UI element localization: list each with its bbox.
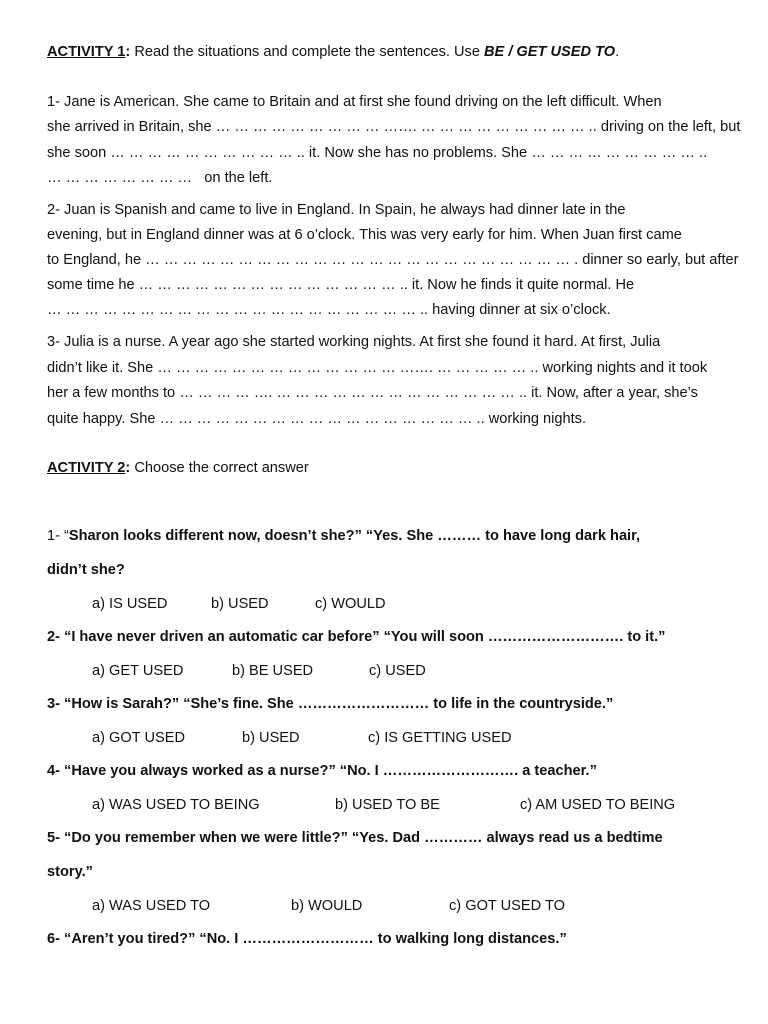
activity1-line-5: 2- Juan is Spanish and came to live in England. In Spain, he always had dinner late in the [47, 202, 626, 218]
activity2-heading-instruction: Choose the correct answer [130, 460, 309, 476]
activity1-line-11: didn’t like it. She … … … … … … … … … … … … … ……. … … … … … .. working nights and it took [47, 360, 708, 376]
question-5-option-c[interactable]: c) GOT USED TO [449, 898, 565, 914]
activity2-heading [47, 461, 309, 476]
question-1-prefix: 1- “ [47, 528, 69, 544]
question-1 [47, 529, 640, 544]
activity1-line-4: … … … … … … … … on the left. [47, 170, 273, 186]
question-6-text: 6- “Aren’t you tired?” “No. I ……………………… to walking long distances.” [47, 931, 567, 947]
question-3-option-c[interactable]: c) IS GETTING USED [368, 730, 512, 746]
question-3-option-b[interactable]: b) USED [242, 730, 300, 746]
question-2-text: 2- “I have never driven an automatic car before” “You will soon ………………………. to it.” [47, 629, 666, 645]
question-2-option-c[interactable]: c) USED [369, 663, 426, 679]
activity1-heading-instruction: Read the situations and complete the sentences. Use [130, 44, 484, 60]
question-1-text: Sharon looks different now, doesn’t she?” “Yes. She ……… to have long dark hair, [68, 528, 641, 544]
activity1-line-10: 3- Julia is a nurse. A year ago she started working nights. At first she found it hard. At first, Julia [47, 334, 661, 350]
question-1-continuation: didn’t she? [47, 562, 125, 578]
question-1-option-b[interactable]: b) USED [211, 596, 269, 612]
question-2-option-b[interactable]: b) BE USED [232, 663, 314, 679]
question-1-option-c[interactable]: c) WOULD [315, 596, 386, 612]
question-4-text: 4- “Have you always worked as a nurse?” “No. I ………………………. a teacher.” [47, 763, 597, 779]
question-5-option-b[interactable]: b) WOULD [291, 898, 363, 914]
question-2-option-a[interactable]: a) GET USED [92, 663, 184, 679]
question-5-text: 5- “Do you remember when we were little?” “Yes. Dad ………… always read us a bedtime [47, 830, 663, 846]
question-4-option-b[interactable]: b) USED TO BE [335, 797, 440, 813]
activity1-line-9: … … … … … … … … … … … … … … … … … … … … .. having dinner at six o’clock. [47, 302, 611, 318]
activity1-line-1: 1- Jane is American. She came to Britain and at first she found driving on the left difficult. When [47, 94, 662, 110]
activity2-heading-label: ACTIVITY 2 [47, 460, 126, 476]
activity1-line-13: quite happy. She … … … … … … … … … … … … … … … … … .. working nights. [47, 411, 587, 427]
activity1-line-2: she arrived in Britain, she … … … … … … … … … ……. … … … … … … … … … .. driving on the left, but [47, 119, 741, 135]
activity2-heading-colon: : [125, 460, 131, 476]
question-1-option-a[interactable]: a) IS USED [92, 596, 168, 612]
activity1-line-7: to England, he … … … … … … … … … … … … … … … … … … … … … … … . dinner so early, but after [47, 252, 739, 268]
activity1-line-6: evening, but in England dinner was at 6 o’clock. This was very early for him. When Juan first came [47, 227, 682, 243]
activity1-heading-keyword: BE / GET USED TO [484, 44, 616, 60]
activity1-heading-label: ACTIVITY 1 [47, 44, 126, 60]
question-3-text: 3- “How is Sarah?” “She’s fine. She ……………………… to life in the countryside.” [47, 696, 614, 712]
activity1-line-12: her a few months to … … … … …. … … … … … … … … … … … … … .. it. Now, after a year, she’s [47, 385, 698, 401]
question-4-option-c[interactable]: c) AM USED TO BEING [520, 797, 676, 813]
activity1-heading-colon: : [125, 44, 131, 60]
activity1-heading [47, 45, 619, 60]
question-5-continuation: story.” [47, 864, 93, 880]
question-3-option-a[interactable]: a) GOT USED [92, 730, 185, 746]
question-4-option-a[interactable]: a) WAS USED TO BEING [92, 797, 260, 813]
activity1-line-8: some time he … … … … … … … … … … … … … … .. it. Now he finds it quite normal. He [47, 277, 635, 293]
activity1-heading-end: . [615, 44, 620, 60]
activity1-line-3: she soon … … … … … … … … … … .. it. Now she has no problems. She … … … … … … … … … .. [47, 145, 708, 161]
question-5-option-a[interactable]: a) WAS USED TO [92, 898, 211, 914]
